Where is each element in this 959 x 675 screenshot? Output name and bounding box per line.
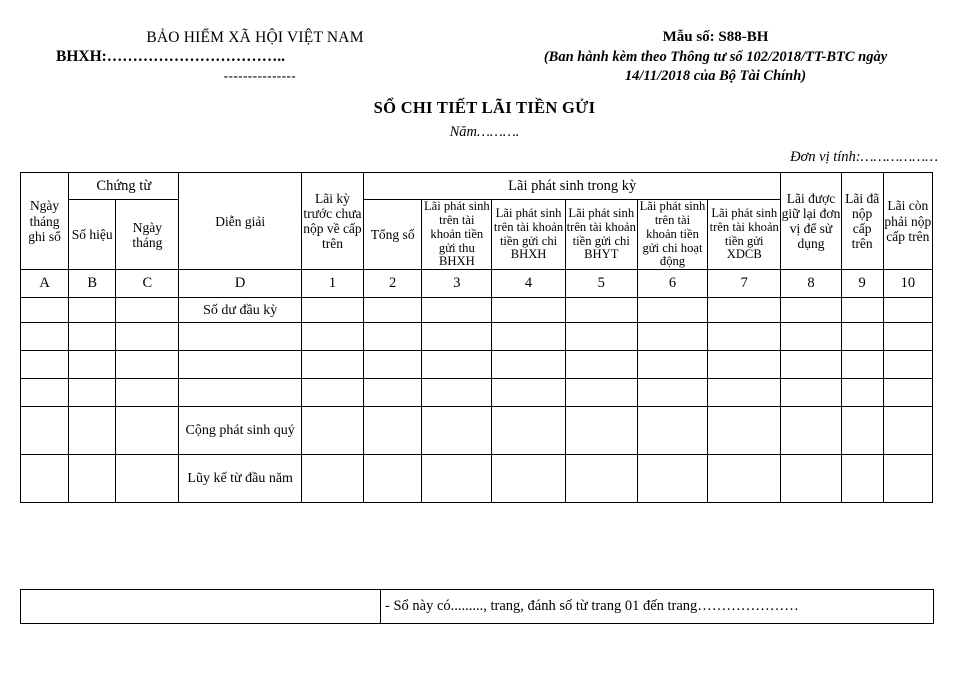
cell-lai-giu-lai[interactable] (781, 379, 841, 407)
cell-tong-so[interactable] (364, 298, 422, 323)
column-code-a: A (21, 270, 69, 298)
cell-ngay-thang-ghi-so[interactable] (21, 407, 69, 455)
col-header-dien-giai: Diễn giải (179, 173, 301, 270)
column-code-1: 1 (301, 270, 363, 298)
cell-ps-tien-gui-chi-bhyt[interactable] (565, 455, 637, 503)
table-row (21, 323, 933, 351)
cell-lai-ky-truoc[interactable] (301, 298, 363, 323)
ledger-table (20, 172, 933, 503)
table-row (21, 407, 933, 455)
cell-lai-da-nop[interactable] (841, 351, 883, 379)
cell-ngay-thang-ghi-so[interactable] (21, 351, 69, 379)
cell-ngay-thang-ghi-so[interactable] (21, 323, 69, 351)
bhxh-field-label: BHXH:…………………………….. (56, 48, 286, 66)
organization-name: BẢO HIỂM XÃ HỘI VIỆT NAM (146, 29, 364, 46)
cell-lai-giu-lai[interactable] (781, 323, 841, 351)
cell-dien-giai[interactable] (179, 323, 301, 351)
cell-ngay-thang[interactable] (116, 379, 179, 407)
cell-ps-tien-gui-chi-bhyt[interactable] (565, 379, 637, 407)
cell-ps-tien-gui-xdcb[interactable] (708, 351, 781, 379)
cell-lai-da-nop[interactable] (841, 379, 883, 407)
cell-ps-tien-gui-chi-bhxh[interactable] (492, 455, 565, 503)
cell-lai-da-nop[interactable] (841, 407, 883, 455)
header-right-block (480, 28, 959, 87)
cell-ps-tien-gui-chi-hoat-dong[interactable] (637, 379, 707, 407)
column-code-3: 3 (422, 270, 492, 298)
cell-lai-da-nop[interactable] (841, 455, 883, 503)
table-body (21, 298, 933, 503)
col-header-ps-tien-gui-chi-bhxh: Lãi phát sinh trên tài khoản tiền gửi chi BHXH (492, 200, 565, 270)
cell-dien-giai[interactable] (179, 351, 301, 379)
cell-tong-so[interactable] (364, 379, 422, 407)
cell-lai-giu-lai[interactable] (781, 455, 841, 503)
col-header-so-hieu: Số hiệu (69, 200, 116, 270)
cell-ps-tien-gui-chi-bhxh[interactable] (492, 407, 565, 455)
cell-so-hieu[interactable] (69, 455, 116, 503)
cell-ps-tien-gui-chi-bhyt[interactable] (565, 351, 637, 379)
cell-ps-tien-gui-chi-bhxh[interactable] (492, 298, 565, 323)
column-code-5: 5 (565, 270, 637, 298)
cell-lai-ky-truoc[interactable] (301, 351, 363, 379)
cell-lai-ky-truoc[interactable] (301, 323, 363, 351)
column-code-7: 7 (708, 270, 781, 298)
unit-of-measure-field: Đơn vị tính:……………… (790, 149, 938, 165)
table-row (21, 351, 933, 379)
cell-ps-tien-gui-chi-hoat-dong[interactable] (637, 351, 707, 379)
document-year-field: Năm………. (449, 124, 520, 140)
document-title: SỔ CHI TIẾT LÃI TIỀN GỬI (373, 98, 596, 117)
form-number: Mẫu số: S88-BH (662, 29, 769, 45)
cell-lai-con-phai-nop[interactable] (883, 351, 932, 379)
cell-dien-giai[interactable]: Lũy kế từ đầu năm (179, 455, 301, 503)
cell-ps-tien-gui-chi-bhyt[interactable] (565, 407, 637, 455)
footer-note-box (20, 589, 934, 624)
cell-so-hieu[interactable] (69, 351, 116, 379)
footer-note-text: - Sổ này có........., trang, đánh số từ trang 01 đến trang………………… (381, 590, 934, 624)
column-code-d: D (179, 270, 301, 298)
table-row (21, 379, 933, 407)
cell-ngay-thang[interactable] (116, 351, 179, 379)
cell-lai-ky-truoc[interactable] (301, 407, 363, 455)
col-header-lai-da-nop: Lãi đã nộp cấp trên (841, 173, 883, 270)
cell-ps-tien-gui-thu-bhxh[interactable] (422, 351, 492, 379)
cell-lai-giu-lai[interactable] (781, 298, 841, 323)
column-code-9: 9 (841, 270, 883, 298)
cell-lai-giu-lai[interactable] (781, 407, 841, 455)
cell-dien-giai[interactable]: Cộng phát sinh quý (179, 407, 301, 455)
cell-ps-tien-gui-xdcb[interactable] (708, 323, 781, 351)
cell-ps-tien-gui-chi-hoat-dong[interactable] (637, 455, 707, 503)
form-reference-line-1: (Ban hành kèm theo Thông tư số 102/2018/TT-BTC ngày (543, 48, 888, 65)
cell-lai-con-phai-nop[interactable] (883, 379, 932, 407)
column-code-4: 4 (492, 270, 565, 298)
col-header-ps-tien-gui-xdcb: Lãi phát sinh trên tài khoản tiền gửi XDCB (708, 200, 781, 270)
cell-ps-tien-gui-thu-bhxh[interactable] (422, 455, 492, 503)
document-header (0, 28, 959, 87)
cell-so-hieu[interactable] (69, 298, 116, 323)
header-divider-dashes: --------------- (223, 67, 297, 83)
cell-ps-tien-gui-chi-bhxh[interactable] (492, 379, 565, 407)
column-code-2: 2 (364, 270, 422, 298)
footer-empty-cell (21, 590, 381, 624)
cell-ps-tien-gui-xdcb[interactable] (708, 407, 781, 455)
cell-ngay-thang-ghi-so[interactable] (21, 298, 69, 323)
col-header-lai-giu-lai: Lãi được giữ lại đơn vị để sử dụng (781, 173, 841, 270)
cell-ps-tien-gui-xdcb[interactable] (708, 298, 781, 323)
cell-lai-giu-lai[interactable] (781, 351, 841, 379)
column-code-row (21, 270, 933, 298)
cell-tong-so[interactable] (364, 351, 422, 379)
column-code-6: 6 (637, 270, 707, 298)
cell-tong-so[interactable] (364, 407, 422, 455)
column-code-c: C (116, 270, 179, 298)
table-row (21, 298, 933, 323)
col-header-ngay-thang-ghi-so: Ngày tháng ghi sổ (21, 173, 69, 270)
header-left-block (0, 28, 480, 83)
cell-lai-con-phai-nop[interactable] (883, 323, 932, 351)
cell-lai-ky-truoc[interactable] (301, 379, 363, 407)
cell-ps-tien-gui-thu-bhxh[interactable] (422, 407, 492, 455)
cell-lai-con-phai-nop[interactable] (883, 298, 932, 323)
col-header-ps-tien-gui-chi-hoat-dong: Lãi phát sinh trên tài khoản tiền gửi chi hoạt động (637, 200, 707, 270)
column-code-10: 10 (883, 270, 932, 298)
cell-so-hieu[interactable] (69, 407, 116, 455)
cell-so-hieu[interactable] (69, 323, 116, 351)
cell-lai-con-phai-nop[interactable] (883, 455, 932, 503)
col-header-ps-tien-gui-thu-bhxh: Lãi phát sinh trên tài khoản tiền gửi thu BHXH (422, 200, 492, 270)
cell-ps-tien-gui-chi-hoat-dong[interactable] (637, 298, 707, 323)
header-row-1 (21, 173, 933, 200)
cell-ps-tien-gui-xdcb[interactable] (708, 379, 781, 407)
cell-lai-ky-truoc[interactable] (301, 455, 363, 503)
cell-ps-tien-gui-thu-bhxh[interactable] (422, 323, 492, 351)
cell-so-hieu[interactable] (69, 379, 116, 407)
cell-ps-tien-gui-chi-hoat-dong[interactable] (637, 323, 707, 351)
cell-dien-giai[interactable]: Số dư đầu kỳ (179, 298, 301, 323)
cell-lai-da-nop[interactable] (841, 323, 883, 351)
col-group-lai-phat-sinh-trong-ky: Lãi phát sinh trong kỳ (364, 173, 781, 200)
cell-lai-con-phai-nop[interactable] (883, 407, 932, 455)
cell-lai-da-nop[interactable] (841, 298, 883, 323)
col-header-ps-tien-gui-chi-bhyt: Lãi phát sinh trên tài khoản tiền gửi chi BHYT (565, 200, 637, 270)
column-code-8: 8 (781, 270, 841, 298)
cell-ps-tien-gui-chi-bhyt[interactable] (565, 323, 637, 351)
cell-ngay-thang[interactable] (116, 298, 179, 323)
cell-ps-tien-gui-chi-hoat-dong[interactable] (637, 407, 707, 455)
col-header-ngay-thang: Ngày tháng (116, 200, 179, 270)
cell-tong-so[interactable] (364, 323, 422, 351)
cell-ps-tien-gui-thu-bhxh[interactable] (422, 298, 492, 323)
col-header-lai-con-phai-nop: Lãi còn phải nộp cấp trên (883, 173, 932, 270)
cell-ps-tien-gui-chi-bhxh[interactable] (492, 351, 565, 379)
table-header (21, 173, 933, 298)
cell-ngay-thang[interactable] (116, 455, 179, 503)
cell-ngay-thang-ghi-so[interactable] (21, 455, 69, 503)
cell-ps-tien-gui-chi-bhyt[interactable] (565, 298, 637, 323)
table-row (21, 455, 933, 503)
col-header-lai-ky-truoc: Lãi kỳ trước chưa nộp về cấp trên (301, 173, 363, 270)
cell-ps-tien-gui-chi-bhxh[interactable] (492, 323, 565, 351)
col-group-chung-tu: Chứng từ (69, 173, 179, 200)
cell-ngay-thang[interactable] (116, 407, 179, 455)
cell-ps-tien-gui-thu-bhxh[interactable] (422, 379, 492, 407)
cell-dien-giai[interactable] (179, 379, 301, 407)
cell-ngay-thang-ghi-so[interactable] (21, 379, 69, 407)
cell-tong-so[interactable] (364, 455, 422, 503)
footer-row (21, 590, 934, 624)
col-header-tong-so: Tổng số (364, 200, 422, 270)
cell-ngay-thang[interactable] (116, 323, 179, 351)
cell-ps-tien-gui-xdcb[interactable] (708, 455, 781, 503)
form-reference-line-2: 14/11/2018 của Bộ Tài Chính) (624, 68, 807, 85)
column-code-b: B (69, 270, 116, 298)
